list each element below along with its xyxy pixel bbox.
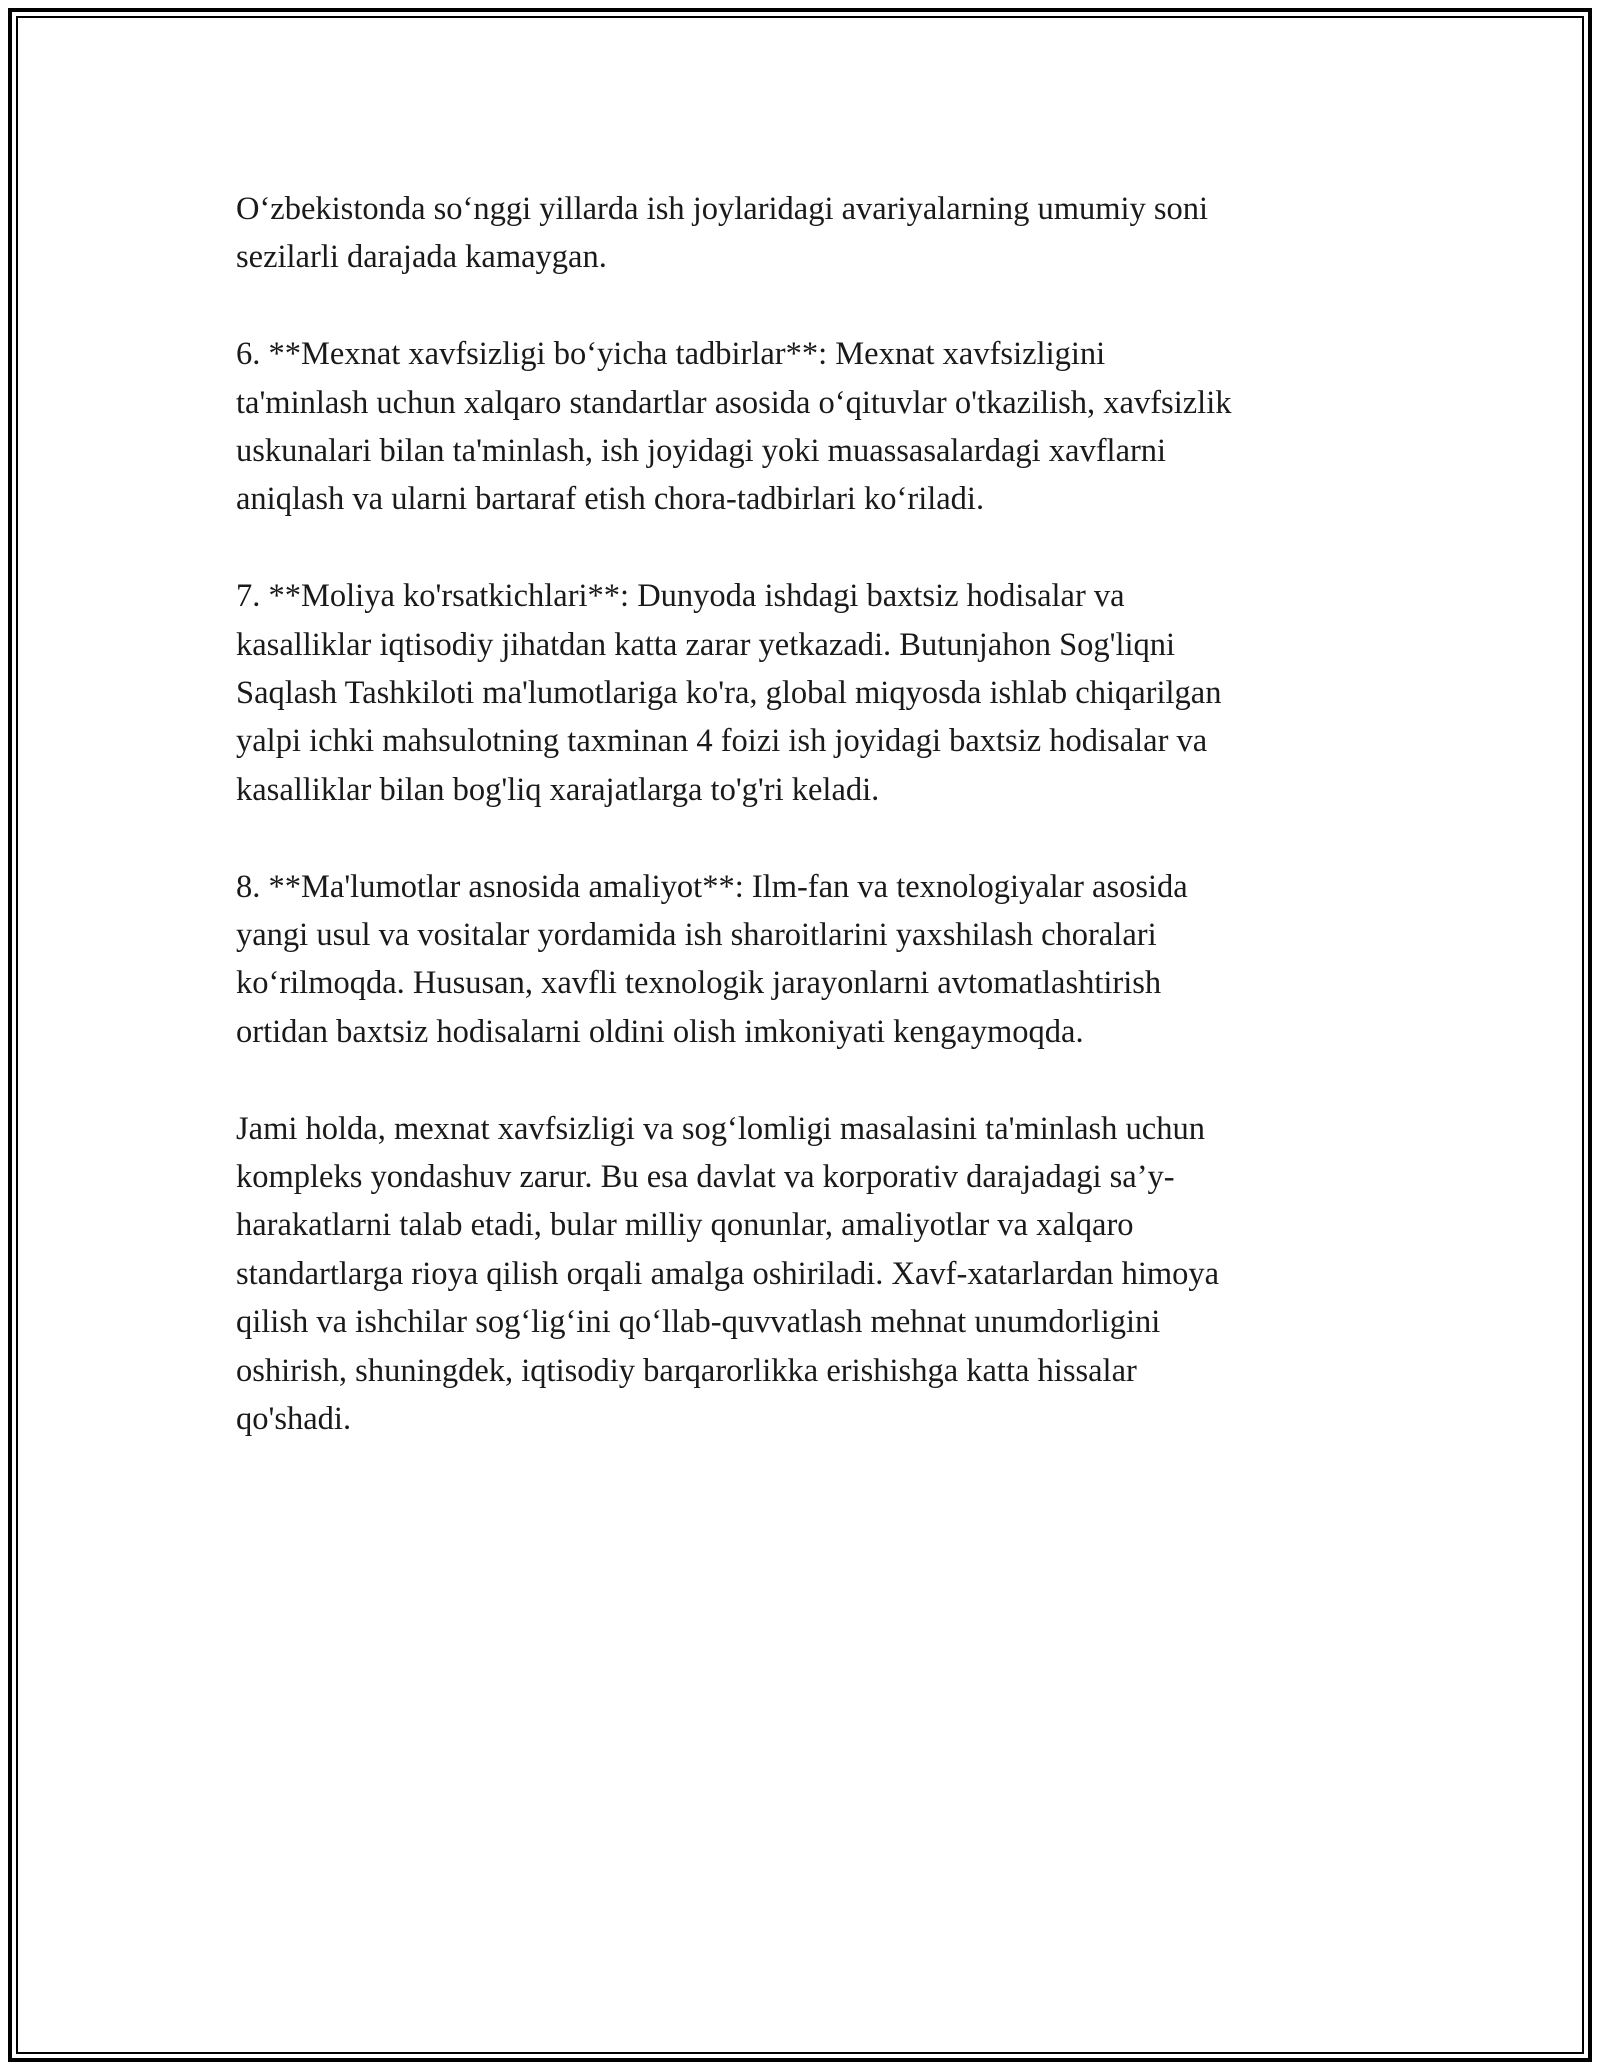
text-line: oshirish, shuningdek, iqtisodiy barqarorlikka erishishga katta hissalar	[236, 1352, 1137, 1389]
text-line: 8. **Ma'lumotlar asnosida amaliyot**: Ilm-fan va texnologiyalar asosida	[236, 868, 1188, 905]
text-line: 7. **Moliya ko'rsatkichlari**: Dunyoda ishdagi baxtsiz hodisalar va	[236, 578, 1125, 615]
paragraph-conclusion	[236, 1105, 1376, 1444]
text-line: kasalliklar bilan bog'liq xarajatlarga to'g'ri keladi.	[236, 771, 880, 808]
text-line: qilish va ishchilar sog‘lig‘ini qo‘llab-quvvatlash mehnat unumdorligini	[236, 1304, 1161, 1341]
text-line: ta'minlash uchun xalqaro standartlar asosida o‘qituvlar o'tkazilish, xavfsizlik	[236, 384, 1232, 421]
text-line: kompleks yondashuv zarur. Bu esa davlat va korporativ darajadagi sa’y-	[236, 1159, 1175, 1196]
text-line: yangi usul va vositalar yordamida ish sharoitlarini yaxshilash choralari	[236, 917, 1157, 954]
paragraph-item-6	[236, 330, 1376, 524]
paragraph-intro	[236, 185, 1376, 282]
text-line: standartlarga rioya qilish orqali amalga oshiriladi. Xavf-xatarlardan himoya	[236, 1255, 1220, 1292]
paragraph-item-8	[236, 863, 1376, 1057]
text-line: ko‘rilmoqda. Hususan, xavfli texnologik jarayonlarni avtomatlashtirish	[236, 965, 1162, 1002]
text-line: sezilarli darajada kamaygan.	[236, 239, 607, 276]
text-line: uskunalari bilan ta'minlash, ish joyidagi yoki muassasalardagi xavflarni	[236, 433, 1167, 470]
text-line: qo'shadi.	[236, 1401, 352, 1438]
text-line: aniqlash va ularni bartaraf etish chora-tadbirlari ko‘riladi.	[236, 481, 985, 518]
text-line: kasalliklar iqtisodiy jihatdan katta zarar yetkazadi. Butunjahon Sog'liqni	[236, 626, 1176, 663]
text-line: Jami holda, mexnat xavfsizligi va sog‘lomligi masalasini ta'minlash uchun	[236, 1110, 1205, 1147]
text-line: harakatlarni talab etadi, bular milliy qonunlar, amaliyotlar va xalqaro	[236, 1207, 1134, 1244]
text-line: Saqlash Tashkiloti ma'lumotlariga ko'ra, global miqyosda ishlab chiqarilgan	[236, 675, 1222, 712]
text-line: ortidan baxtsiz hodisalarni oldini olish imkoniyati kengaymoqda.	[236, 1013, 1084, 1050]
text-line: yalpi ichki mahsulotning taxminan 4 foizi ish joyidagi baxtsiz hodisalar va	[236, 723, 1208, 760]
text-line: 6. **Mexnat xavfsizligi bo‘yicha tadbirlar**: Mexnat xavfsizligini	[236, 336, 1106, 373]
text-line: O‘zbekistonda so‘nggi yillarda ish joylaridagi avariyalarning umumiy soni	[236, 191, 1209, 227]
paragraph-item-7	[236, 572, 1376, 814]
document-body	[236, 185, 1376, 1492]
